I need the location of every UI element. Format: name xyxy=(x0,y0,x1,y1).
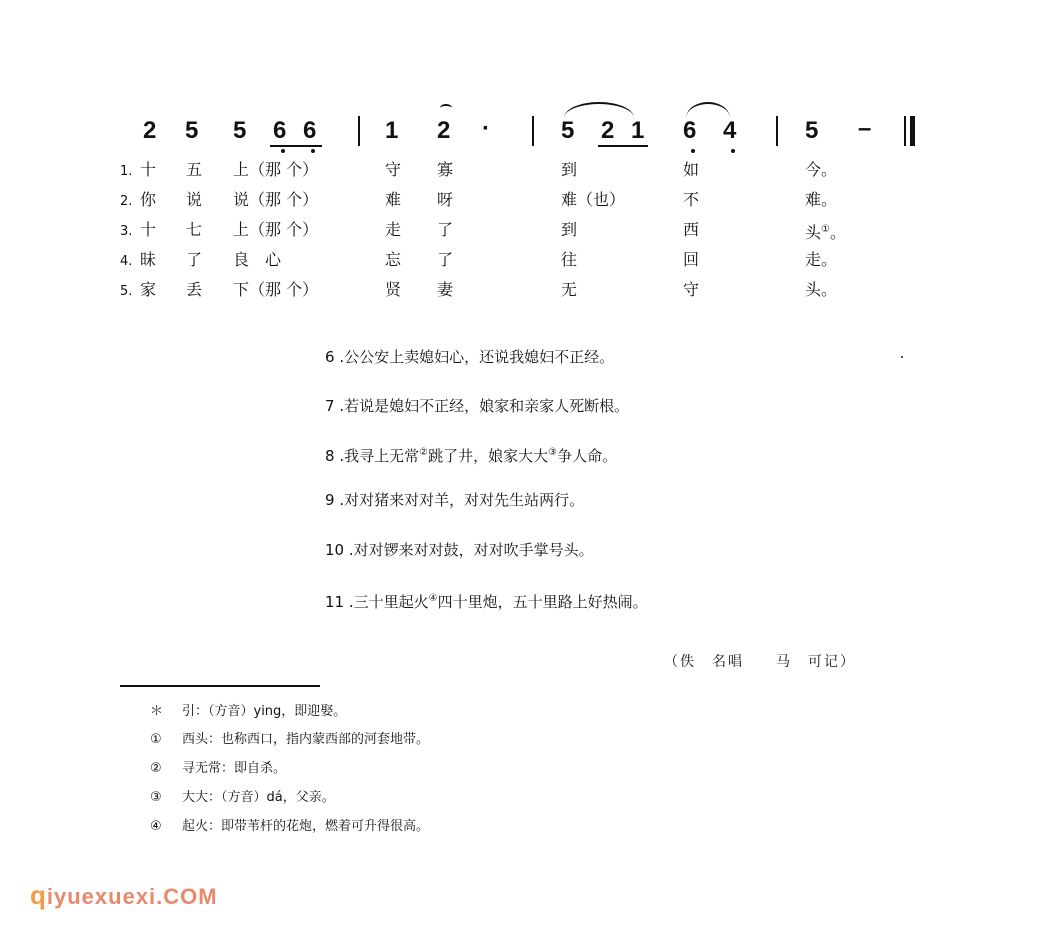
lyric-cell: 回 xyxy=(683,250,700,269)
verse-sep: . xyxy=(334,348,345,366)
lyric-cell: 上（那 个） xyxy=(233,160,319,179)
note: 5 xyxy=(805,117,819,144)
verse-line xyxy=(325,490,584,510)
verse-sep: . xyxy=(344,593,354,611)
note: 6 xyxy=(303,117,317,144)
verse-number: 8 xyxy=(325,447,335,465)
verse-text: 三十里起火 xyxy=(353,593,429,611)
line-number: 4. xyxy=(120,254,133,269)
footnote xyxy=(150,731,429,749)
verse-number: 7 xyxy=(325,397,335,415)
verse-sep: . xyxy=(334,447,345,465)
lyric-cell: 守 xyxy=(385,160,402,179)
lyric-cell: 头。 xyxy=(805,280,838,299)
line-number: 5. xyxy=(120,284,133,299)
lyric-cell: 妻 xyxy=(437,280,454,299)
lyric-cell: 了 xyxy=(186,250,203,269)
verse-sep: . xyxy=(334,491,345,509)
lyric-punct: 。 xyxy=(829,223,846,242)
lyric-cell: 今。 xyxy=(805,160,838,179)
verse-number: 6 xyxy=(325,348,335,366)
lyric-cell: 如 xyxy=(683,160,700,179)
footnote xyxy=(150,789,335,807)
lyric-cell: 不 xyxy=(683,190,700,209)
performer-credit: （佚 名唱 马 可记） xyxy=(664,654,856,670)
low-octave-dot xyxy=(281,149,285,153)
lyric-cell: 良 心 xyxy=(233,250,282,269)
lyric-cell: 难（也） xyxy=(561,190,626,209)
verse-text: 对对锣来对对鼓，对对吹手掌号头。 xyxy=(353,541,594,559)
lyric-text: 头 xyxy=(805,223,822,242)
verse-number: 9 xyxy=(325,491,335,509)
verse-sep: . xyxy=(344,541,354,559)
footnote-ref: ④ xyxy=(428,593,438,604)
lyric-cell xyxy=(805,220,846,243)
note: 6 xyxy=(273,117,287,144)
lyric-cell: 难 xyxy=(385,190,402,209)
slur xyxy=(564,102,634,118)
note: 5 xyxy=(185,117,199,144)
lyric-cell: 难。 xyxy=(805,190,838,209)
final-bar-thick xyxy=(910,116,915,146)
lyric-cell: 无 xyxy=(561,280,578,299)
lyric-cell: 到 xyxy=(561,220,578,239)
verse-text: 争人命。 xyxy=(557,447,618,465)
note: 5 xyxy=(561,117,575,144)
footnote-text: 起火：即带苇杆的花炮，燃着可升得很高。 xyxy=(182,819,430,834)
final-bar-thin xyxy=(904,116,906,146)
verse-text: 四十里炮，五十里路上好热闹。 xyxy=(437,593,648,611)
verse-number: 10 xyxy=(325,541,345,559)
verse-line xyxy=(325,347,614,367)
watermark-text: iyuexuexi.COM xyxy=(46,884,218,909)
footnote-ref: ② xyxy=(419,447,429,458)
low-octave-dot xyxy=(311,149,315,153)
footnote-mark: ② xyxy=(150,761,162,776)
footnote-mark: ＊ xyxy=(150,704,164,719)
watermark-logo-letter: q xyxy=(30,880,47,910)
verse-text: 公公安上卖媳妇心，还说我媳妇不正经。 xyxy=(344,348,615,366)
footnote-mark: ① xyxy=(150,732,162,747)
bar-line xyxy=(532,116,534,146)
lyric-cell: 了 xyxy=(437,250,454,269)
lyric-cell: 贤 xyxy=(385,280,402,299)
verse-line xyxy=(325,540,594,560)
footnote-mark: ④ xyxy=(150,819,162,834)
verse-line xyxy=(325,443,617,466)
lyric-cell: 上（那 个） xyxy=(233,220,319,239)
lyric-cell: 昧 xyxy=(140,250,157,269)
footnote-ref: ① xyxy=(821,224,830,235)
footnote-mark: ③ xyxy=(150,790,162,805)
lyric-cell: 说（那 个） xyxy=(233,190,319,209)
verse-text: 我寻上无常 xyxy=(344,447,420,465)
stray-dot xyxy=(901,356,903,358)
lyric-cell: 七 xyxy=(186,220,203,239)
verse-text: 跳了井，娘家大大 xyxy=(428,447,549,465)
lyric-cell: 说 xyxy=(186,190,203,209)
footnote xyxy=(150,818,429,836)
line-number: 2. xyxy=(120,194,133,209)
note: 2 xyxy=(601,117,615,144)
footnote-divider xyxy=(120,685,320,687)
footnote-text: 引：（方音）ying，即迎娶。 xyxy=(182,704,347,719)
verse-number: 11 xyxy=(325,593,345,611)
dot-extension: · xyxy=(482,115,490,142)
line-number: 1. xyxy=(120,164,133,179)
note: 1 xyxy=(631,117,645,144)
lyric-cell: 五 xyxy=(186,160,203,179)
verse-line xyxy=(325,396,629,416)
footnote-text: 西头：也称西口，指内蒙西部的河套地带。 xyxy=(182,732,430,747)
lyric-cell: 下（那 个） xyxy=(233,280,319,299)
line-number: 3. xyxy=(120,224,133,239)
lyric-cell: 家 xyxy=(140,280,157,299)
note: 5 xyxy=(233,117,247,144)
underline xyxy=(598,145,648,147)
footnote-ref: ③ xyxy=(548,447,558,458)
note: 2 xyxy=(437,117,451,144)
verse-line xyxy=(325,589,648,612)
verse-text: 对对猪来对对羊，对对先生站两行。 xyxy=(344,491,585,509)
lyric-cell: 走 xyxy=(385,220,402,239)
ornament-mark xyxy=(440,104,452,112)
lyric-cell: 十 xyxy=(140,220,157,239)
bar-line xyxy=(776,116,778,146)
lyric-cell: 走。 xyxy=(805,250,838,269)
low-octave-dot xyxy=(691,149,695,153)
note: 6 xyxy=(683,117,697,144)
footnote xyxy=(150,703,346,721)
verse-sep: . xyxy=(334,397,345,415)
site-watermark xyxy=(30,880,218,911)
note: 1 xyxy=(385,117,399,144)
note: 4 xyxy=(723,117,737,144)
underline xyxy=(270,145,322,147)
lyric-cell: 寡 xyxy=(437,160,454,179)
lyric-cell: 呀 xyxy=(437,190,454,209)
lyric-cell: 往 xyxy=(561,250,578,269)
footnote xyxy=(150,760,286,778)
note: 2 xyxy=(143,117,157,144)
lyric-cell: 你 xyxy=(140,190,157,209)
lyric-cell: 到 xyxy=(561,160,578,179)
footnote-text: 寻无常：即自杀。 xyxy=(182,761,287,776)
low-octave-dot xyxy=(731,149,735,153)
lyric-cell: 守 xyxy=(683,280,700,299)
lyric-cell: 西 xyxy=(683,220,700,239)
footnote-text: 大大：（方音）dá，父亲。 xyxy=(182,790,335,805)
bar-line xyxy=(358,116,360,146)
verse-text: 若说是媳妇不正经，娘家和亲家人死断根。 xyxy=(344,397,630,415)
lyric-cell: 了 xyxy=(437,220,454,239)
dash-extension: – xyxy=(858,115,872,142)
lyric-cell: 忘 xyxy=(385,250,402,269)
lyric-cell: 丢 xyxy=(186,280,203,299)
lyric-cell: 十 xyxy=(140,160,157,179)
